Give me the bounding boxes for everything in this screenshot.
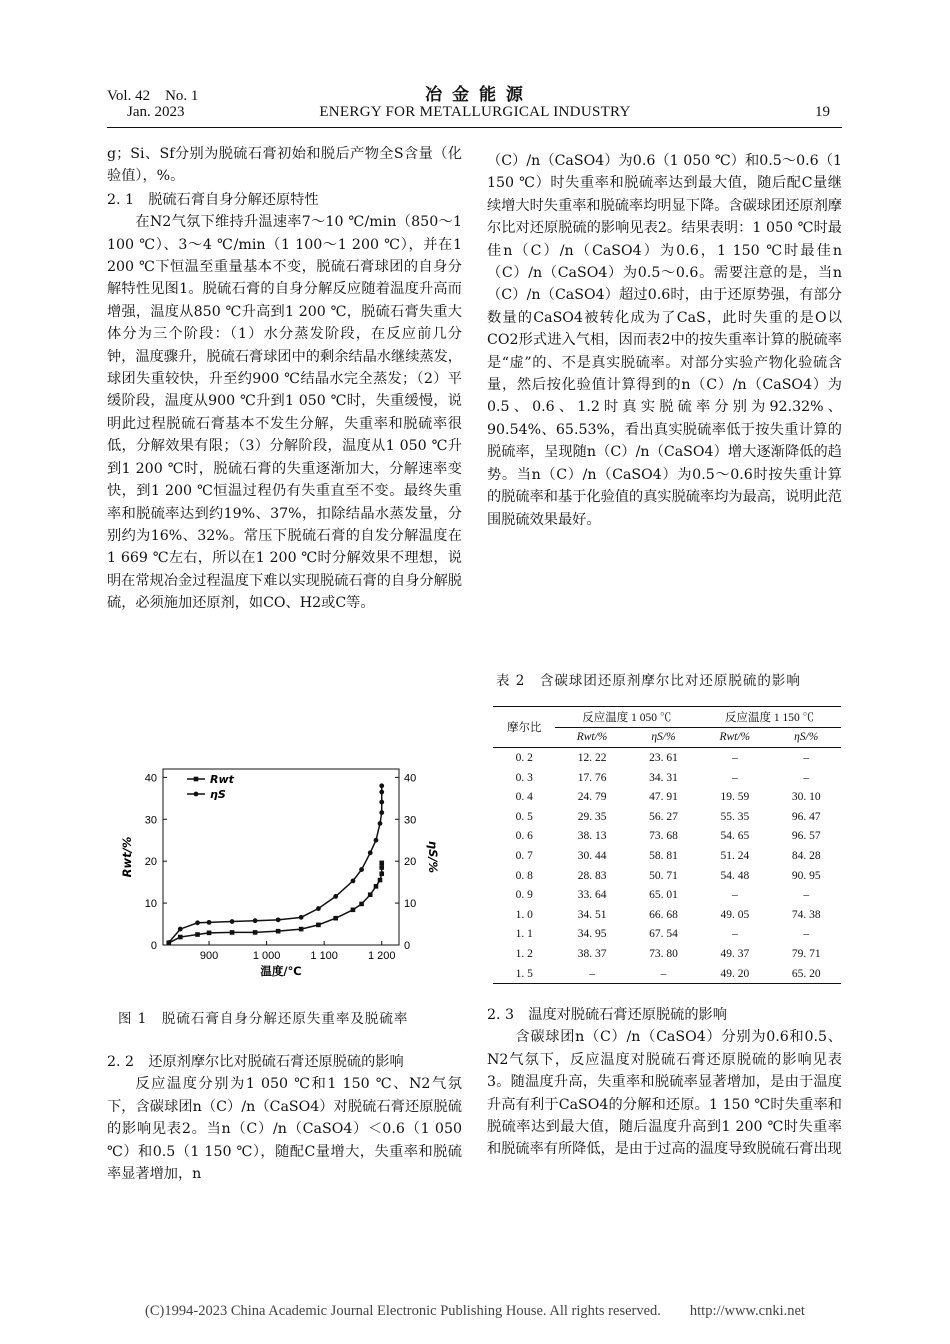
left-column-lower xyxy=(107,1051,462,1185)
cell: 30. 44 xyxy=(577,849,607,862)
data-point-Rwt xyxy=(351,908,356,913)
x-tick-label: 1 200 xyxy=(367,950,396,962)
cell: 34. 31 xyxy=(649,771,678,784)
x-tick-label: 1 100 xyxy=(310,950,338,962)
table-2-caption: 表 2 含碳球团还原剂摩尔比对还原脱硫的影响 xyxy=(496,673,801,689)
cell: 30. 10 xyxy=(791,791,821,804)
cell: 74. 38 xyxy=(791,908,821,921)
data-point-Rwt xyxy=(374,884,379,889)
volume-number: Vol. 42 No. 1 xyxy=(107,88,199,104)
data-point-ηS xyxy=(379,790,384,795)
cell: 28. 83 xyxy=(577,869,607,882)
cell: 1. 1 xyxy=(515,928,533,941)
header-temp-1150: 反应温度 1 150 ℃ xyxy=(698,707,841,728)
data-point-ηS xyxy=(379,800,384,805)
data-point-ηS xyxy=(316,906,321,911)
copyright-footer: (C)1994-2023 China Academic Journal Electronic Publishing House. All rights reserved. http://www.cnki.net xyxy=(145,1303,805,1319)
series-line-ηS xyxy=(169,786,382,943)
data-point-ηS xyxy=(207,920,212,925)
cell: 0. 3 xyxy=(515,771,533,784)
cell: 54. 48 xyxy=(720,869,750,882)
cell: 65. 20 xyxy=(771,964,841,984)
cell: 34. 51 xyxy=(577,908,607,921)
paragraph-2-2: 反应温度分别为1 050 ℃和1 150 ℃、N2气氛下，含碳球团n（C）/n（CaSO4）对脱硫石膏还原脱硫的影响见表2。当n（C）/n（CaSO4）＜0.6（1 050 ℃）和0.5（1 150 ℃），随配C量增大，失重率和脱硫率显著增加，n xyxy=(107,1076,462,1183)
cell: 33. 64 xyxy=(577,889,607,902)
data-point-Rwt xyxy=(299,927,304,932)
table-2 xyxy=(493,706,841,984)
cell: – xyxy=(629,964,699,984)
cell: 1. 0 xyxy=(515,908,533,921)
cell: 38. 13 xyxy=(577,830,607,843)
cell: 55. 35 xyxy=(720,810,750,823)
table-row xyxy=(493,748,841,768)
data-point-ηS xyxy=(379,783,384,788)
y2-tick-label: 30 xyxy=(404,814,417,827)
section-2-1-heading: 2. 1 脱硫石膏自身分解还原特性 xyxy=(107,191,319,208)
cell: 54. 65 xyxy=(720,830,750,843)
data-point-Rwt xyxy=(195,932,200,937)
section-2-3-heading: 2. 3 温度对脱硫石膏还原脱硫的影响 xyxy=(487,1007,727,1023)
right-column-lower xyxy=(487,1004,842,1161)
header-rwt-1150: Rwt/% xyxy=(698,727,771,748)
cell: 0. 4 xyxy=(515,791,533,804)
data-point-ηS xyxy=(379,810,384,815)
header-rwt-1050: Rwt/% xyxy=(555,727,628,748)
cell: 67. 54 xyxy=(649,928,678,941)
header-eta-1050: ηS/% xyxy=(629,727,699,748)
data-point-ηS xyxy=(276,917,281,922)
header-rule xyxy=(107,127,842,128)
paragraph-symbols: g；Si、Sf分别为脱硫石膏初始和脱后产物全S含量（化验值），%。 xyxy=(107,146,462,185)
cell: 47. 91 xyxy=(649,791,678,804)
y-tick-label: 40 xyxy=(144,772,157,785)
cell: 96. 57 xyxy=(791,830,821,843)
table-row xyxy=(493,768,841,788)
cell: 49. 20 xyxy=(698,964,771,984)
cell: 0. 8 xyxy=(515,869,533,882)
cell: 12. 22 xyxy=(577,751,607,764)
data-point-Rwt xyxy=(368,892,373,897)
legend-marker-ηS xyxy=(194,792,199,797)
x-tick-label: 900 xyxy=(199,950,219,962)
legend-label-ηS: ηS xyxy=(210,788,226,801)
cell: 96. 47 xyxy=(791,810,821,823)
data-point-Rwt xyxy=(378,878,383,883)
table-row xyxy=(493,807,841,827)
figure-1-caption: 图 1 脱硫石膏自身分解还原失重率及脱硫率 xyxy=(118,1011,409,1027)
table-row xyxy=(493,964,841,984)
series-line-Rwt xyxy=(169,863,382,943)
data-point-Rwt xyxy=(253,930,258,935)
cell: 51. 24 xyxy=(720,849,750,862)
data-point-Rwt xyxy=(379,871,384,876)
cell: 0. 6 xyxy=(515,830,533,843)
cell: – xyxy=(803,928,810,941)
y2-tick-label: 20 xyxy=(404,856,417,869)
cell: – xyxy=(555,964,628,984)
table-row xyxy=(493,885,841,905)
paragraph-2-3: 含碳球团n（C）/n（CaSO4）分别为0.6和0.5、N2气氛下，反应温度对脱硫石膏还原脱硫的影响见表3。随温度升高，失重率和脱硫率显著增加，是由于温度升高有利于CaSO4的分解和还原。1 150 ℃时失重率和脱硫率达到最大值，随后温度升高到1 200 ℃时失重率和脱硫率有所降低，是由于过高的温度导致脱硫石膏出现 xyxy=(487,1029,842,1158)
cell: 49. 37 xyxy=(720,947,750,960)
cell: 66. 68 xyxy=(649,908,678,921)
section-2-2-heading: 2. 2 还原剂摩尔比对脱硫石膏还原脱硫的影响 xyxy=(107,1054,404,1070)
cell: 50. 71 xyxy=(649,869,678,882)
cell: 65. 01 xyxy=(649,889,678,902)
data-point-Rwt xyxy=(316,923,321,928)
data-point-Rwt xyxy=(379,861,384,866)
legend-label-Rwt: Rwt xyxy=(210,773,234,786)
left-column xyxy=(107,143,462,615)
table-row xyxy=(493,944,841,964)
y-tick-label: 30 xyxy=(144,814,157,827)
table-row xyxy=(493,905,841,925)
cell: – xyxy=(731,751,738,764)
cell: 90. 95 xyxy=(791,869,821,882)
header-temp-1050: 反应温度 1 050 ℃ xyxy=(555,707,698,728)
x-axis-label: 温度/℃ xyxy=(260,964,302,978)
header-ratio: 摩尔比 xyxy=(493,707,555,748)
table-row xyxy=(493,925,841,945)
table-row xyxy=(493,846,841,866)
data-point-ηS xyxy=(378,821,383,826)
cell: 29. 35 xyxy=(577,810,607,823)
y2-tick-label: 0 xyxy=(404,940,411,952)
cell: – xyxy=(803,771,810,784)
data-point-ηS xyxy=(253,918,258,923)
cell: – xyxy=(731,889,738,902)
cell: 1. 2 xyxy=(515,947,533,960)
y-tick-label: 20 xyxy=(144,856,157,869)
cell: – xyxy=(731,928,738,941)
legend-marker-Rwt xyxy=(194,777,199,782)
cell: 0. 9 xyxy=(515,889,533,902)
figure-1-chart xyxy=(107,758,462,998)
table-header-row-1 xyxy=(493,707,841,728)
journal-title-cn: 冶 金 能 源 xyxy=(425,85,525,105)
right-column xyxy=(487,150,842,531)
y-tick-label: 0 xyxy=(150,940,157,952)
data-point-Rwt xyxy=(379,865,384,870)
data-point-ηS xyxy=(374,838,379,843)
cell: 17. 76 xyxy=(577,771,607,784)
cell: 38. 37 xyxy=(577,947,607,960)
table-row xyxy=(493,787,841,807)
cell: 0. 5 xyxy=(515,810,533,823)
x-tick-label: 1 000 xyxy=(252,950,281,962)
cell: 1. 5 xyxy=(493,964,555,984)
cell: 73. 80 xyxy=(649,947,678,960)
cell: 19. 59 xyxy=(720,791,750,804)
plot-frame xyxy=(163,769,399,945)
y2-axis-label: ηS/% xyxy=(426,840,440,874)
data-point-ηS xyxy=(230,919,235,924)
cell: 79. 71 xyxy=(791,947,821,960)
y2-tick-label: 10 xyxy=(404,898,417,911)
y2-tick-label: 40 xyxy=(404,772,417,785)
cell: 84. 28 xyxy=(791,849,821,862)
header-eta-1150: ηS/% xyxy=(771,727,841,748)
cell: 49. 05 xyxy=(720,908,750,921)
cell: 58. 81 xyxy=(649,849,678,862)
cell: 56. 27 xyxy=(649,810,678,823)
journal-title-en: ENERGY FOR METALLURGICAL INDUSTRY xyxy=(319,104,631,120)
paragraph-2-1: 在N2气氛下维持升温速率7～10 ℃/min（850～1 100 ℃）、3～4 ℃/min（1 100～1 200 ℃），并在1 200 ℃下恒温至重量基本不变，脱硫石膏球团的自身分解特性见图1。脱硫石膏的自身分解反应随着温度升高而增强，温度从850 ℃升高到1 200 ℃，脱硫石膏失重大体分为三个阶段：（1）水分蒸发阶段，在反应前几分钟，温度骤升，脱硫石膏球团中的剩余结晶水继续蒸发，球团失重较快，升至约900 ℃结晶水完全蒸发；（2）平缓阶段，温度从900 ℃升到1 050 ℃时，失重缓慢，说明此过程脱硫石膏基本不发生分解，失重率和脱硫率很低，分解效果有限；（3）分解阶段，温度从1 050 ℃升到1 200 ℃时，脱硫石膏的失重逐渐加大，分解速率变快，到1 200 ℃恒温过程仍有失重直至不变。最终失重率和脱硫率达到约19%、37%，扣除结晶水蒸发量，分别约为16%、32%。常压下脱硫石膏的自发分解温度在1 669 ℃左右，所以在1 200 ℃时分解效果不理想，说明在常规冶金过程温度下难以实现脱硫石膏的自身分解脱硫，必须施加还原剂，如CO、H2或C等。 xyxy=(107,214,462,612)
data-point-ηS xyxy=(299,915,304,920)
cell: 34. 95 xyxy=(577,928,607,941)
table-row xyxy=(493,866,841,886)
cell: – xyxy=(803,889,810,902)
data-point-Rwt xyxy=(333,916,338,921)
data-point-ηS xyxy=(195,920,200,925)
data-point-Rwt xyxy=(178,935,183,940)
paragraph-2-2-cont: （C）/n（CaSO4）为0.6（1 050 ℃）和0.5～0.6（1 150 ℃）时失重率和脱硫率达到最大值，随后配C量继续增大时失重率和脱硫率均明显下降。含碳球团还原剂摩尔比对还原脱硫的影响见表2。结果表明：1 050 ℃时最佳n（C）/n（CaSO4）为0.6，1 150 ℃时最佳n（C）/n（CaSO4）为0.5～0.6。需要注意的是，当n（C）/n（CaSO4）超过0.6时，由于还原势强，有部分数量的CaSO4被转化成为了CaS，此时失重的是O以CO2形式进入气相，因而表2中的按失重率计算的脱硫率是“虚”的、不是真实脱硫率。对部分实验产物化验硫含量，然后按化验值计算得到的n（C）/n（CaSO4）为0.5、0.6、1.2时真实脱硫率分别为92.32%、90.54%、65.53%，看出真实脱硫率低于按失重计算的脱硫率，呈现随n（C）/n（CaSO4）增大逐渐降低的趋势。当n（C）/n（CaSO4）为0.5～0.6时按失重计算的脱硫率和基于化验值的真实脱硫率均为最高，说明此范围脱硫效果最好。 xyxy=(487,153,842,528)
table-row xyxy=(493,827,841,847)
data-point-ηS xyxy=(166,940,171,945)
cell: – xyxy=(731,771,738,784)
cell: 0. 2 xyxy=(515,751,533,764)
data-point-ηS xyxy=(368,850,373,855)
data-point-ηS xyxy=(333,894,338,899)
data-point-ηS xyxy=(178,927,183,932)
cell: – xyxy=(803,751,810,764)
data-point-Rwt xyxy=(276,929,281,934)
cell: 73. 68 xyxy=(649,830,678,843)
data-point-ηS xyxy=(359,867,364,872)
data-point-Rwt xyxy=(359,902,364,907)
cell: 0. 7 xyxy=(515,849,533,862)
data-point-ηS xyxy=(351,878,356,883)
cell: 24. 79 xyxy=(577,791,607,804)
y-tick-label: 10 xyxy=(144,898,157,911)
cell: 23. 61 xyxy=(649,751,678,764)
data-point-Rwt xyxy=(207,931,212,936)
issue-date: Jan. 2023 xyxy=(127,104,185,120)
page-number: 19 xyxy=(815,104,830,120)
data-point-Rwt xyxy=(230,930,235,935)
y-axis-label: Rwt/% xyxy=(120,836,134,878)
